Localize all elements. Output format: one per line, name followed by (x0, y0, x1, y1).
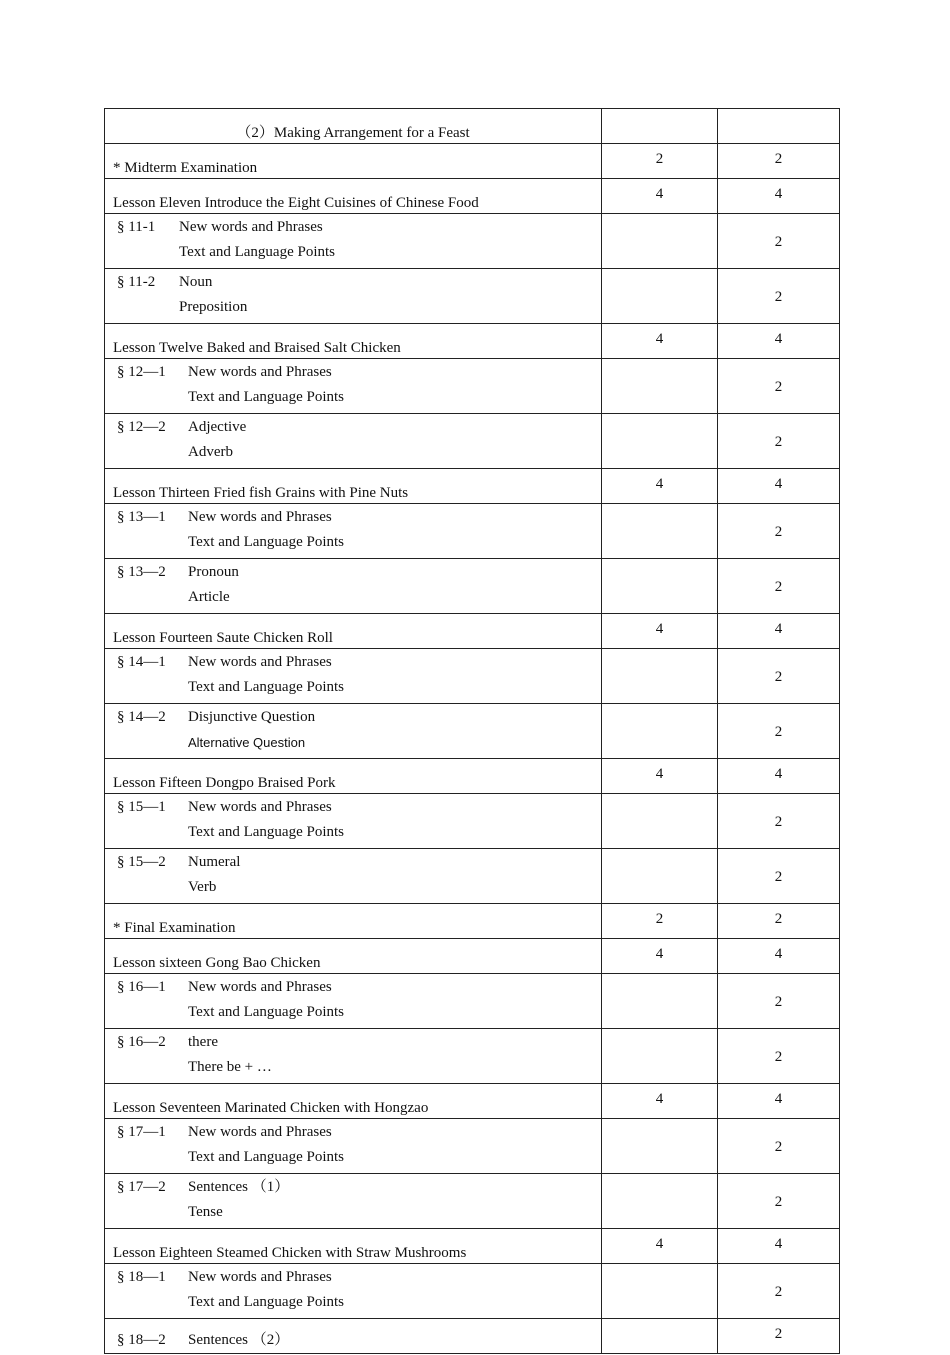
section-cell (105, 214, 602, 269)
hours-total-cell: 2 (718, 1174, 840, 1229)
table-row (105, 614, 840, 649)
section-cell (105, 974, 602, 1029)
section-subtopic: Preposition (179, 299, 248, 315)
hours-theory-cell (602, 1029, 718, 1084)
table-row (105, 144, 840, 179)
exam-cell: * Final Examination (105, 904, 602, 939)
section-number: § 12—1 (117, 364, 166, 380)
table-row (105, 849, 840, 904)
hours-theory-cell (602, 1119, 718, 1174)
section-cell (105, 794, 602, 849)
table-row (105, 1174, 840, 1229)
section-number: § 16—2 (117, 1034, 166, 1050)
section-topic: there (188, 1034, 218, 1050)
hours-theory-cell: 4 (602, 469, 718, 504)
hours-theory-cell (602, 1264, 718, 1319)
section-number: § 15—1 (117, 799, 166, 815)
section-topic: Noun (179, 274, 213, 290)
hours-total-cell: 4 (718, 759, 840, 794)
section-number: § 17—2 (117, 1179, 166, 1195)
table-row (105, 179, 840, 214)
section-number: § 11-2 (117, 274, 156, 290)
hours-total-cell: 2 (718, 1319, 840, 1354)
hours-theory-cell (602, 504, 718, 559)
section-cell (105, 849, 602, 904)
hours-total-cell: 4 (718, 179, 840, 214)
course-schedule-table (104, 108, 840, 1354)
hours-theory-cell: 4 (602, 1084, 718, 1119)
table-row (105, 214, 840, 269)
section-topic: Sentences （1） (188, 1179, 290, 1195)
lesson-title-cell: Lesson sixteen Gong Bao Chicken (105, 939, 602, 974)
hours-theory-cell: 4 (602, 759, 718, 794)
hours-theory-cell: 4 (602, 939, 718, 974)
section-topic: New words and Phrases (188, 979, 332, 995)
section-number: § 11-1 (117, 219, 156, 235)
section-topic: New words and Phrases (188, 1269, 332, 1285)
table-row (105, 1029, 840, 1084)
section-cell (105, 559, 602, 614)
section-cell (105, 504, 602, 559)
hours-total-cell: 4 (718, 469, 840, 504)
table-row (105, 759, 840, 794)
section-topic: New words and Phrases (188, 799, 332, 815)
table-body (105, 109, 840, 1354)
hours-total-cell: 2 (718, 144, 840, 179)
table-row (105, 359, 840, 414)
lesson-title-cell: Lesson Twelve Baked and Braised Salt Chicken (105, 324, 602, 359)
section-number: § 14—2 (117, 709, 166, 725)
section-number: § 15—2 (117, 854, 166, 870)
section-number: § 13—2 (117, 564, 166, 580)
hours-total-cell: 2 (718, 649, 840, 704)
hours-theory-cell (602, 704, 718, 759)
hours-theory-cell (602, 849, 718, 904)
section-subtopic: Text and Language Points (188, 1149, 344, 1165)
hours-theory-cell (602, 1319, 718, 1354)
section-subtopic: Text and Language Points (179, 244, 335, 260)
section-number: § 14—1 (117, 654, 166, 670)
hours-total-cell: 2 (718, 269, 840, 324)
section-cell (105, 1119, 602, 1174)
hours-total-cell: 2 (718, 559, 840, 614)
section-topic: Sentences （2） (188, 1332, 290, 1348)
hours-total-cell: 2 (718, 849, 840, 904)
hours-total-cell: 4 (718, 324, 840, 359)
hours-total-cell: 2 (718, 1029, 840, 1084)
section-number: § 13—1 (117, 509, 166, 525)
section-cell (105, 1264, 602, 1319)
section-cell (105, 359, 602, 414)
section-subtopic: Adverb (188, 444, 233, 460)
table-row (105, 904, 840, 939)
section-subtopic: Text and Language Points (188, 534, 344, 550)
section-topic: New words and Phrases (179, 219, 323, 235)
hours-theory-cell: 4 (602, 1229, 718, 1264)
hours-total-cell: 2 (718, 904, 840, 939)
hours-total-cell: 2 (718, 414, 840, 469)
hours-total-cell: 2 (718, 504, 840, 559)
section-number: § 18—1 (117, 1269, 166, 1285)
hours-theory-cell: 4 (602, 179, 718, 214)
section-cell (105, 704, 602, 759)
table-row (105, 649, 840, 704)
hours-total-cell: 2 (718, 359, 840, 414)
hours-total-cell: 4 (718, 939, 840, 974)
unit-title-cell: （2）Making Arrangement for a Feast (105, 109, 602, 144)
section-cell (105, 649, 602, 704)
lesson-title-cell: Lesson Seventeen Marinated Chicken with Hongzao (105, 1084, 602, 1119)
hours-total-cell (718, 109, 840, 144)
lesson-title-cell: Lesson Eighteen Steamed Chicken with Straw Mushrooms (105, 1229, 602, 1264)
section-topic: New words and Phrases (188, 364, 332, 380)
section-number: § 17—1 (117, 1124, 166, 1140)
section-subtopic: Text and Language Points (188, 679, 344, 695)
hours-total-cell: 2 (718, 1264, 840, 1319)
section-subtopic: Text and Language Points (188, 389, 344, 405)
section-cell (105, 269, 602, 324)
hours-total-cell: 4 (718, 614, 840, 649)
hours-total-cell: 2 (718, 794, 840, 849)
table-row (105, 939, 840, 974)
section-subtopic: Article (188, 589, 230, 605)
lesson-title-cell: Lesson Eleven Introduce the Eight Cuisines of Chinese Food (105, 179, 602, 214)
section-subtopic: There be + … (188, 1059, 272, 1075)
hours-theory-cell: 4 (602, 614, 718, 649)
table-row (105, 469, 840, 504)
lesson-title-cell: Lesson Thirteen Fried fish Grains with Pine Nuts (105, 469, 602, 504)
hours-theory-cell (602, 214, 718, 269)
section-number: § 12—2 (117, 419, 166, 435)
section-topic: Numeral (188, 854, 241, 870)
section-cell (105, 414, 602, 469)
hours-total-cell: 4 (718, 1084, 840, 1119)
lesson-title-cell: Lesson Fourteen Saute Chicken Roll (105, 614, 602, 649)
section-topic: Pronoun (188, 564, 239, 580)
section-subtopic: Text and Language Points (188, 1004, 344, 1020)
section-subtopic: Text and Language Points (188, 1294, 344, 1310)
section-topic: Adjective (188, 419, 247, 435)
section-topic: New words and Phrases (188, 654, 332, 670)
lesson-title-cell: Lesson Fifteen Dongpo Braised Pork (105, 759, 602, 794)
hours-theory-cell (602, 359, 718, 414)
table-row (105, 324, 840, 359)
table-row (105, 1319, 840, 1354)
table-row (105, 414, 840, 469)
table-row (105, 974, 840, 1029)
table-row (105, 269, 840, 324)
section-cell (105, 1029, 602, 1084)
table-row (105, 559, 840, 614)
section-subtopic: Alternative Question (188, 735, 306, 750)
hours-theory-cell (602, 794, 718, 849)
table-row (105, 109, 840, 144)
hours-theory-cell (602, 559, 718, 614)
hours-theory-cell (602, 1174, 718, 1229)
hours-theory-cell (602, 109, 718, 144)
hours-theory-cell: 2 (602, 144, 718, 179)
section-topic: New words and Phrases (188, 509, 332, 525)
table-row (105, 504, 840, 559)
section-subtopic: Verb (188, 879, 217, 895)
section-cell (105, 1319, 602, 1354)
exam-cell: * Midterm Examination (105, 144, 602, 179)
hours-theory-cell (602, 414, 718, 469)
hours-total-cell: 2 (718, 704, 840, 759)
section-topic: Disjunctive Question (188, 709, 316, 725)
table-row (105, 1119, 840, 1174)
hours-total-cell: 2 (718, 214, 840, 269)
hours-theory-cell (602, 974, 718, 1029)
hours-total-cell: 2 (718, 1119, 840, 1174)
section-subtopic: Text and Language Points (188, 824, 344, 840)
section-subtopic: Tense (188, 1204, 223, 1220)
hours-theory-cell: 2 (602, 904, 718, 939)
table-row (105, 1084, 840, 1119)
section-cell (105, 1174, 602, 1229)
hours-theory-cell (602, 649, 718, 704)
table-row (105, 794, 840, 849)
table-row (105, 1229, 840, 1264)
section-number: § 16—1 (117, 979, 166, 995)
section-number: § 18—2 (117, 1332, 166, 1348)
hours-total-cell: 2 (718, 974, 840, 1029)
hours-total-cell: 4 (718, 1229, 840, 1264)
section-topic: New words and Phrases (188, 1124, 332, 1140)
hours-theory-cell: 4 (602, 324, 718, 359)
hours-theory-cell (602, 269, 718, 324)
table-row (105, 704, 840, 759)
table-row (105, 1264, 840, 1319)
